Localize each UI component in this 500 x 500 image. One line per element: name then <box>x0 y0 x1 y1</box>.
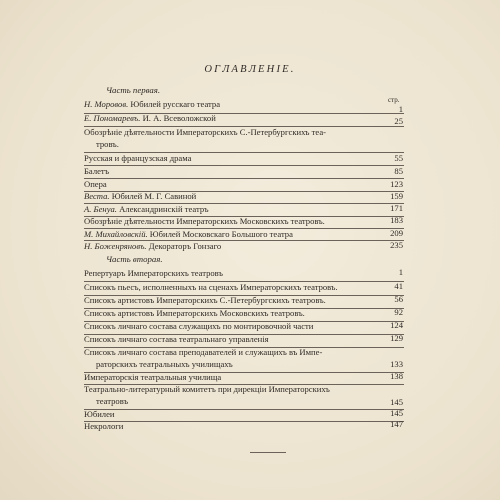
toc-page: 129 <box>390 333 403 343</box>
toc-entry: тровъ. <box>96 139 119 149</box>
toc-entry: Списокъ личнаго состава служащихъ по монтировочной части <box>84 321 314 331</box>
toc-page: 171 <box>390 203 403 213</box>
toc-page: 145 <box>390 397 403 407</box>
toc-page: 1 <box>398 104 403 114</box>
part-one-heading: Часть первая. <box>106 85 161 95</box>
toc-entry: Н. Моровов. Юбилей русскаго театра <box>84 99 221 109</box>
toc-entry: Юбилеи <box>84 409 115 419</box>
toc-entry: Обозрѣніе дѣятельности Императорскихъ Московскихъ театровъ. <box>84 216 325 226</box>
page-column-label: стр. <box>388 96 400 104</box>
end-ornament-rule <box>250 452 286 453</box>
toc-entry: Списокъ пьесъ, исполненныхъ на сценахъ Императорскихъ театровъ. <box>84 282 338 292</box>
toc-page: 92 <box>394 307 403 317</box>
toc-entry: Н. Боженряновъ. Декораторъ Гонзаго <box>84 241 222 251</box>
toc-entry: Императорскія театральныя училища <box>84 372 222 382</box>
toc-entry: Обозрѣніе дѣятельности Императорскихъ С.-Петербургскихъ теа- <box>84 127 327 137</box>
toc-entry: Опера <box>84 179 107 189</box>
toc-entry: Списокъ личнаго состава преподавателей и служащихъ въ Импе- <box>84 347 323 357</box>
page-title: ОГЛАВЛЕНІЕ. <box>204 64 296 75</box>
toc-page: 25 <box>394 116 403 126</box>
toc-page: 183 <box>390 215 403 225</box>
part-two-heading: Часть вторая. <box>106 254 163 264</box>
toc-entry: раторскихъ театральныхъ училищахъ <box>96 359 233 369</box>
toc-page: 123 <box>390 179 403 189</box>
toc-page: 147 <box>390 419 403 429</box>
toc-entry: театровъ <box>96 396 129 406</box>
toc-page: 138 <box>390 371 403 381</box>
toc-page: 133 <box>390 359 403 369</box>
toc-entry: Веста. Юбилей М. Г. Савиной <box>84 191 197 201</box>
toc-entry: М. Михайловскій. Юбилей Московскаго Большого театра <box>84 229 293 239</box>
toc-entry: Некрологи <box>84 421 124 431</box>
toc-entry: Русская и французская драма <box>84 153 192 163</box>
toc-entry: Списокъ артистовъ Императорскихъ С.-Петербургскихъ театровъ. <box>84 295 326 305</box>
toc-entry: А. Бенуа. Александринскій театръ <box>84 204 209 214</box>
toc-entry: Репертуаръ Императорскихъ театровъ <box>84 268 223 278</box>
toc-page: 41 <box>394 281 403 291</box>
toc-page: 209 <box>390 228 403 238</box>
toc-page: 55 <box>394 153 403 163</box>
toc-page: 145 <box>390 408 403 418</box>
toc-page: 235 <box>390 240 403 250</box>
toc-entry: Списокъ личнаго состава театральнаго управленія <box>84 334 269 344</box>
toc-entry: Театрально-литературный комитетъ при дирекціи Императорскихъ <box>84 384 330 394</box>
toc-page: 159 <box>390 191 403 201</box>
toc-page: 1 <box>398 267 403 277</box>
toc-page: 124 <box>390 320 403 330</box>
toc-page: 85 <box>394 166 403 176</box>
toc-page: 56 <box>394 294 403 304</box>
toc-entry: Списокъ артистовъ Императорскихъ Московскихъ театровъ. <box>84 308 305 318</box>
toc-entry: Е. Пономаревъ. И. А. Всеволожской <box>84 113 216 123</box>
toc-entry: Балетъ <box>84 166 110 176</box>
